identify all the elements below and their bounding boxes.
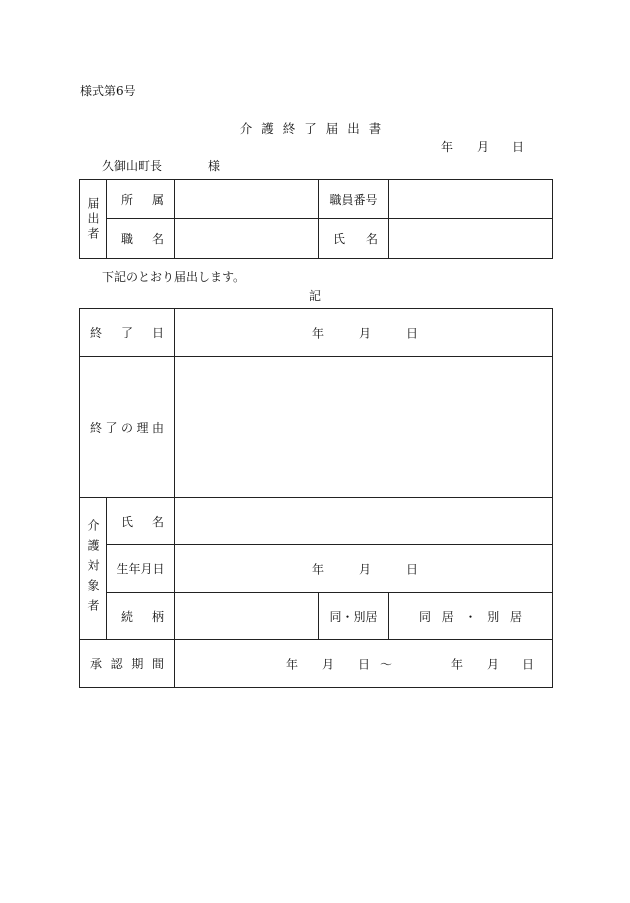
approval-to-day: 日: [522, 657, 535, 671]
form-number: 様式第6号: [80, 84, 136, 98]
end-reason-field[interactable]: [175, 357, 553, 498]
end-reason-label: 終 了 の 理 由: [80, 357, 175, 498]
recipient-name-label: 氏 名: [107, 498, 175, 545]
submitter-table: [79, 179, 553, 259]
birth-date-month: 月: [359, 562, 372, 576]
cohabit-options[interactable]: [389, 593, 553, 640]
cohabit-option-char: ・: [464, 609, 477, 624]
cohabit-option-char: 同: [419, 609, 432, 624]
birth-date-day: 日: [406, 562, 419, 576]
date-day-label: 日: [512, 140, 525, 154]
name-field[interactable]: [389, 219, 553, 259]
cohabit-option-char: 別: [487, 609, 500, 624]
relationship-label: 続 柄: [107, 593, 175, 640]
employee-number-field[interactable]: [389, 180, 553, 219]
addressee-honorific: 様: [208, 159, 221, 173]
approval-period-label: 承 認 期 間: [80, 640, 175, 688]
relationship-field[interactable]: [175, 593, 319, 640]
approval-tilde: ～: [380, 657, 393, 671]
affiliation-field[interactable]: [175, 180, 319, 219]
birth-date-label: 生年月日: [107, 545, 175, 593]
approval-from-month: 月: [322, 657, 335, 671]
approval-from-year: 年: [286, 657, 299, 671]
addressee: 久御山町長: [102, 159, 163, 173]
end-date-month: 月: [359, 326, 372, 340]
cohabit-option-char: 居: [441, 609, 454, 624]
affiliation-label: 所 属: [107, 180, 175, 219]
date-month-label: 月: [477, 140, 490, 154]
ki-label: 記: [308, 289, 321, 303]
end-date-day: 日: [406, 326, 419, 340]
birth-date-year: 年: [312, 562, 325, 576]
recipient-name-field[interactable]: [175, 498, 553, 545]
end-date-field[interactable]: [175, 309, 553, 357]
employee-number-label: 職員番号: [319, 180, 389, 219]
approval-to-month: 月: [487, 657, 500, 671]
end-date-year: 年: [312, 326, 325, 340]
details-table: [79, 308, 553, 688]
document-title: 介護終了届出書: [239, 121, 391, 136]
end-date-label: 終 了 日: [80, 309, 175, 357]
name-label: 氏 名: [319, 219, 389, 259]
approval-period-field[interactable]: [175, 640, 553, 688]
date-year-label: 年: [441, 140, 454, 154]
birth-date-field[interactable]: [175, 545, 553, 593]
approval-to-year: 年: [451, 657, 464, 671]
statement: 下記のとおり届出します。: [102, 270, 246, 284]
position-label: 職 名: [107, 219, 175, 259]
submitter-group-label: 届出者: [80, 180, 107, 259]
approval-from-day: 日: [358, 657, 371, 671]
cohabit-option-char: 居: [510, 609, 523, 624]
position-field[interactable]: [175, 219, 319, 259]
care-recipient-group-label: 介護対象者: [80, 498, 107, 640]
cohabit-label: 同・別居: [319, 593, 389, 640]
